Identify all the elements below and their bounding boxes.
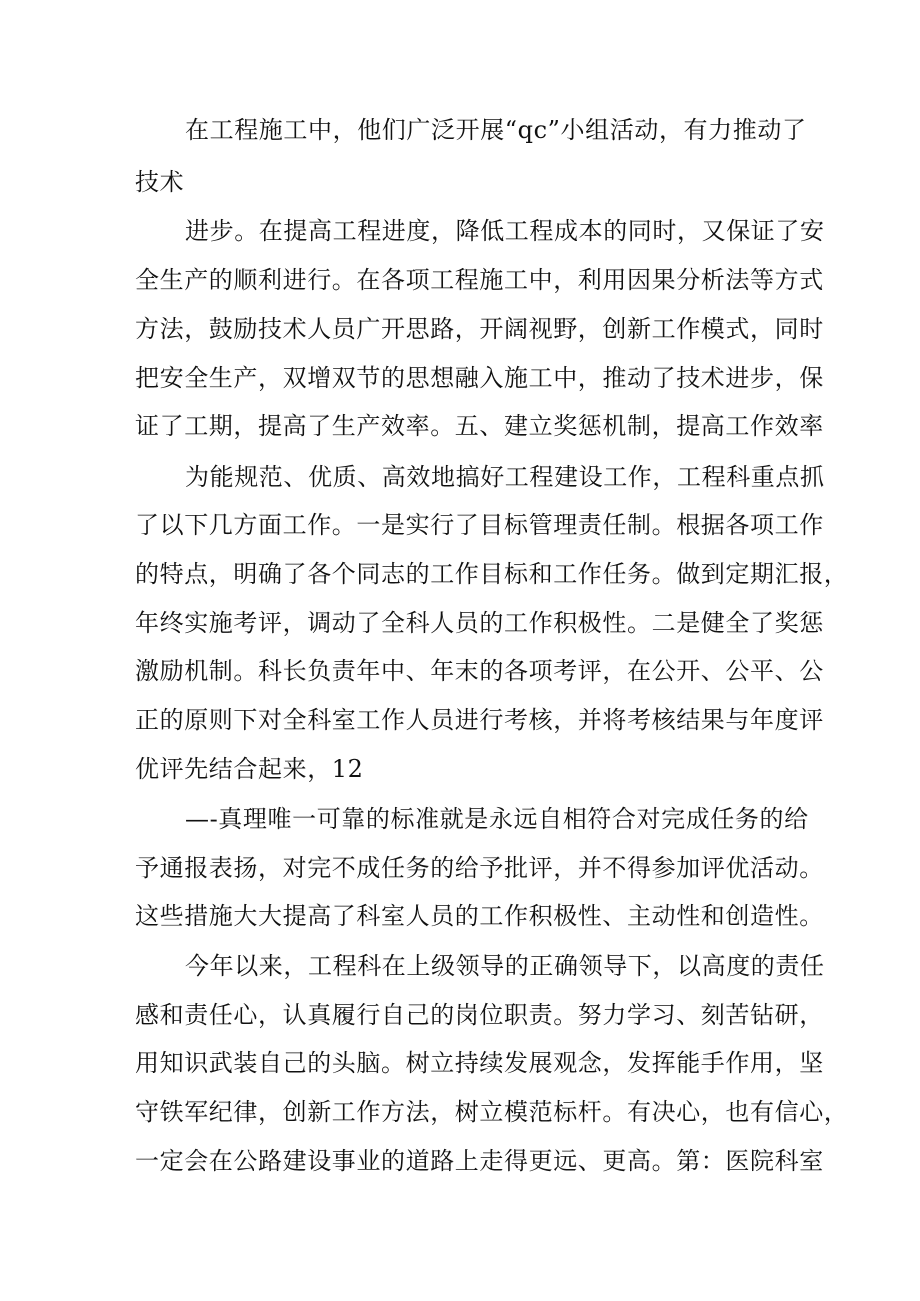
text-line: 在工程施工中，他们广泛开展“qc”小组活动，有力推动了: [185, 116, 807, 144]
text-line: 感和责任心，认真履行自己的岗位职责。努力学习、刻苦钻研，: [135, 1001, 824, 1029]
text-line: 激励机制。科长负责年中、年末的各项考评，在公开、公平、公: [135, 657, 824, 685]
text-line: 一定会在公路建设事业的道路上走得更远、更高。第：医院科室: [135, 1147, 824, 1175]
text-line: 正的原则下对全科室工作人员进行考核，并将考核结果与年度评: [135, 706, 824, 734]
text-line: 守铁军纪律，创新工作方法，树立模范标杆。有决心，也有信心，: [135, 1098, 849, 1126]
text-line: 为能规范、优质、高效地搞好工程建设工作，工程科重点抓: [185, 463, 825, 491]
text-line: 证了工期，提高了生产效率。五、建立奖惩机制，提高工作效率: [135, 412, 824, 440]
text-line: 把安全生产，双增双节的思想融入施工中，推动了技术进步，保: [135, 364, 824, 392]
text-line: 今年以来，工程科在上级领导的正确领导下，以高度的责任: [185, 952, 825, 980]
text-line: 方法，鼓励技术人员广开思路，开阔视野，创新工作模式，同时: [135, 315, 824, 343]
text-line: —-真理唯一可靠的标准就是永远自相符合对完成任务的给: [185, 805, 809, 833]
text-line: 这些措施大大提高了科室人员的工作积极性、主动性和创造性。: [135, 902, 824, 930]
text-line: 予通报表扬，对完不成任务的给予批评，并不得参加评优活动。: [135, 854, 824, 882]
text-line: 的特点，明确了各个同志的工作目标和工作任务。做到定期汇报，: [135, 560, 849, 588]
text-line: 用知识武装自己的头脑。树立持续发展观念，发挥能手作用，坚: [135, 1049, 824, 1077]
text-line: 全生产的顺利进行。在各项工程施工中，利用因果分析法等方式: [135, 266, 824, 294]
text-line: 优评先结合起来，12: [135, 755, 364, 783]
text-line: 进步。在提高工程进度，降低工程成本的同时，又保证了安: [185, 217, 825, 245]
text-line: 技术: [135, 168, 185, 196]
text-line: 了以下几方面工作。一是实行了目标管理责任制。根据各项工作: [135, 511, 824, 539]
text-line: 年终实施考评，调动了全科人员的工作积极性。二是健全了奖惩: [135, 609, 824, 637]
